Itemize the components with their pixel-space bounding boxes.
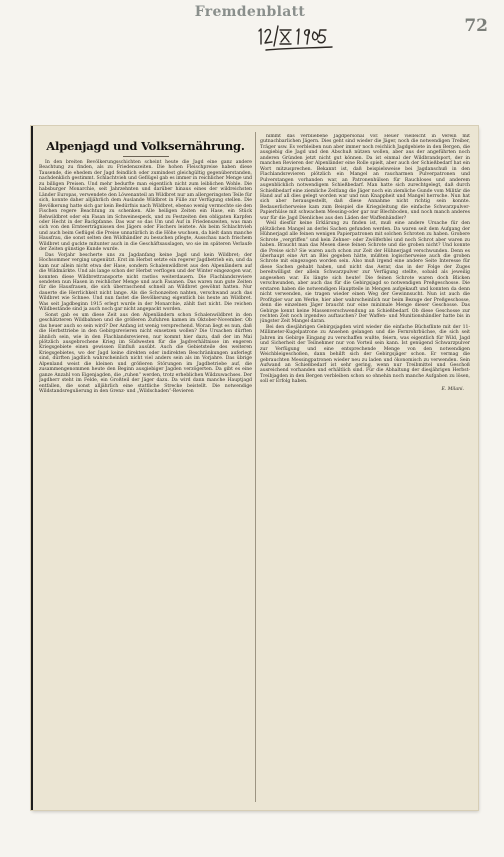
clipping-edge bbox=[31, 126, 33, 810]
author-signature: E. Milani. bbox=[441, 386, 464, 392]
newspaper-clipping bbox=[31, 126, 478, 810]
article-paragraph: Weil diesfür keine Erklärung zu finden ist, muß eine andere Ursache für den plötzlichen Mangel an derlei Sachen gefunden werden. Da waren seit dem Aufgang der Hühnerjagd alle feinen wenigen Papierpatronen mit solchen Schroten zu haben. Grobere Schrote „vergriffen“ und kein Zehner- oder Zwölferblei und noch Schrot aber waren zu haben. Braucht man das Mesen diese feinen Schrote und die groben nicht? Und konnte die Preise sich? Sie waren auch schon zur Zeit der Hühnerjagd verschwunden. Denn es überhaupt eine Art an Blei gegeben hätte, müßten logischerweise auch die groben Schrote mit eingezogen worden sein. Also muß irgend eine andere Seite Interesse für diese Sachen gehabt haben, und nicht das Aerar, das in der Folge der Zuges bereitwilligst der allein Schwarzpulver zur Verfügung stellte, sobald als jeweilig angesehen war. Es längte sich heute! Die feinen Schrote waren doch Blicken verschwunden, aber auch das für die Gebirgsjagd so notwendigen Preßgeschosse. Die erstaren haben die notwendigen Hauptteile in Mengen aufgekauft und konnten da denn nicht verwenden, sie tragen wieder einen Weg der Gewinnsucht. Nun ist auch die Profitgier war am Werke, hier aber wahrscheinlich nur beim Bezuge der Preßgeschosse, denn die einzelnen Jäger braucht nur eine minimale Menge dieser Geschosse. Das Gebirge kennt keine Massenverschwendung an Schießbedarf. Ob diese Geschosse zur rechten Zeit noch irgendwo auftauchen? Der Waffen- und Munitionshändler hatte bis in jüngster Zeit Mangel daran. bbox=[260, 221, 470, 325]
article-paragraph: Bei den diesjährigen Gebirgsjagden wird wieder die einfache Büchsflinte mit der 11-Millimeter-Kugelpatrone zu Ansehen gelangen und die Fernrohrbüchse, die sich seit Jahren im Gebirge Eingang zu verschaffen wußte, feiern, was eigentlich für Wild, Jagd und Sicherheit der Teilnehmer nur von Vorteil sein kann. Ist genügend Schwarzpulver zur Verfügung und eine entsprechende Menge von den notwendigen Weichbleigeschoßen, dann behilft sich der Gebirgsjäger schon. Er vermag die gebrauchten Messingpatronen wieder neu zu laden und ökonomisch zu verwenden. Sein Aufwand an Schießbedarf ist sehr gering, wenn nur Treibmittel und Geschoß ausreichend vorhanden und erhältlich sind. Für die Abhaltung der diesjährigen Herbst-Treibjagden in den Bergen verbleiben schon so ohnehin noch manche Aufgaben zu lösen, soll er Erfolg haben. bbox=[260, 324, 470, 385]
article-paragraph: Das Vorjahr bescherte uns zu Jagdanfang keine Jagd und kein Wildbret; der Hochsommer verging ungenützt. Erst im Herbst setzte ein regerer Jagdbetrieb ein, und da kam nur allein nicht etwa der Hase, sondern Schalenwildbret aus den Alpenländern auf die Wildmärkte. Und als lange schon der Herbst verflogen und der Winter eingezogen war, konnten diese Wildbrettransporte nicht rastlos weiterdauern. Die Flachlandsreviere sendeten nun Hasen in reichlicher Menge und auch Fasanen. Das waren nun gute Zeiten für die Hausfrauen, die sich überraschend schnell an Wildbret gewöhnt hatten. Nur dauerte die Herrlichkeit nicht lange. Als die Schonzeiten nahten, verschwand auch das Wildbret wie Schnee. Und nun fastet die Bevölkerung eigentlich bis heute an Wildbret. Was seit Jagdbeginn 1915 erlegt wurde in der Monarchie, zählt fast nicht. Die reichen Wildbestände sind ja auch noch gar nicht angepackt worden. bbox=[39, 252, 252, 313]
newspaper-name: Fremdenblatt bbox=[194, 4, 306, 20]
article-column-right bbox=[260, 134, 470, 800]
article-title: Alpenjagd und Volksernährung. bbox=[46, 139, 245, 153]
article-paragraph: Sonst gab es um diese Zeit aus den Alpenländern schon Schalenwildbret in den geschätzteren Wildbahnen und die größeren Zufuhren kamen im Oktober-November. Ob das heuer auch so sein wird? Der Anfang ist wenig versprechend. Woran liegt es nun, daß die Herbsttriebe in den Gebirgsrevieren nicht einsetzen wollen? Die Ursachen dürften ähnlich sein, wie in den Flachlandsrevieren, nur kommt hier dazu, daß der im Mai plötzlich ausgebrochene Krieg im Südwesten für die Jagdverhältnisse im engeren Kriegsgebiete einen gewissen Einfluß ausübt. Auch die Gebietsteile des weiteren Kriegsgebietes, wo der Jagd keine direkten oder indirekten Beschränkungen auferlegt sind, dürften jagdlich wahrscheinlich nicht viel anders sein als im Vorjahre. Das übrige Alpenland weist die kleinen und größeren Störungen im Jagdbetriebe auf, die zusammengenommen heute den Beginn ausgiebiger Jagden verzögerten. Da gibt es eine ganze Anzahl von Eigenjagden, die „ruhen“ werden, trotz erheblichen Wildzuwachses. Der Jagdherr steht im Felde, ein Großteil der Jäger dazu. Da wird dann manche Hauptjagd entfallen, die sonst alljährlich eine stattliche Strecke beistellt. Die notwendige Wildstandsregulierung in den Grenz- und „Wildschaden“-Revieren bbox=[39, 312, 252, 395]
handwritten-date-annotation bbox=[256, 22, 336, 56]
column-divider bbox=[255, 132, 256, 802]
title-divider bbox=[123, 156, 169, 157]
page-number: 72 bbox=[464, 16, 488, 36]
article-paragraph: In den breiten Bevölkerungsschichten scheint heute die Jagd eine ganz andere Beachtung zu finden, als zu Friedenszeiten. Die hohen Fleischpreise haben diese Tausende, die ehedem der Jagd feindlich oder zumindest gleichgültig gegenüberstanden, nachdenklich gestimmt. Schlachtvieh und Geflügel gab es immer in reichlicher Menge und zu billigen Preisen. Und mehr bedurfte man eigentlich nicht zum leiblichen Wohle. Die habsburger Monarchie, seit Jahrzehnten und darüber hinaus eines der wildreichsten Länder Europas, verwendete den Löwenanteil an Wildbret nur am allergeringsten Teile für sich, konnte daher alljährlich dem Auslande Wildbret in Fülle zur Verfügung stellen. Die Bevölkerung hatte sich gar kein Bedürfnis nach Wildbret, ebenso wenig vermochte sie den Fischen regere Beachtung zu schenken. Alle heiligen Zeiten ein Hase, ein Stück Rehwildbret oder ein Fasan im Schweinespeck, und zu Festzeiten den obligaten Karpfen oder Hecht in der Backpfanne. Das war so das Um und Auf in Friedenszeiten, was man sich von den Ernteerträgnissen des Jägers oder Fischers leistete. Als beim Schlachtvieh und auch beim Geflügel die Preise unnatürlich in die Höhe wuchsen, da hielt dann manche Hausfrau, die sonst selten den Wildhändler zu besuchen pflegte, Ausschau nach frischem Wildbret und guckte mitunter auch in die Geschäftsauslagen, wo sie im späteren Verlaufe der Zeiten günstige Kunde wurde. bbox=[39, 160, 252, 253]
article-paragraph: nimmt das verbliebene Jagdpersonal vor. Heuer vielleicht in Verein mit gutnachbarlichen Jägern. Dies geht sind wieder die Jäger, noch die notwendigen Treiber, Träger usw. Es verbleiben nun aber immer noch reichlich Jagdgebiete in den Bergen, die ausgiebig die Jagd und den Abschuß nützen wollen, aber aus der angeführten noch anderen Gründen jetzt nicht gut können. Da ist einmal der Wildbrandsport, der in manchen Revieren der Alpenländer eine Rolle spielt, aber auch der Schießbedarf hat ein Wort mitzusprechen. Bekannt ist, daß beispielsweise bei Jagdanschuß in den Flachlandsrevieren plötzlich ein Mangel an raucharmen Pulverpatronen und Pulverstangen vorhanden war, an Patronenhülsen für Rauchloses und anderem augenblicklich notwendigem Schießbedarf. Man hatte sich zurechtgelegt, daß durch Schießbedarf eine ziemliche Zeitlang die Jäger noch ein ziemliche Gunde vom Militär die Hand auf all dies gelegt worden war und nun Knappheit und Mangel herrsche. Nun hat sich aber herausgestellt, daß diese Annahme nicht richtig sein konnte. Bedauerlicherweise kam zum Beispiel die Kriegsleitung die einfache Schwarzpulver-Papierhülse mit schwachem Messing-oder gar nur Blechboden, und noch manch anderes war für die Jagd Dienliches aus den Läden der Waffenhändler? bbox=[260, 134, 470, 221]
handwritten-date-ink bbox=[256, 22, 336, 56]
article-column-left bbox=[39, 134, 252, 800]
